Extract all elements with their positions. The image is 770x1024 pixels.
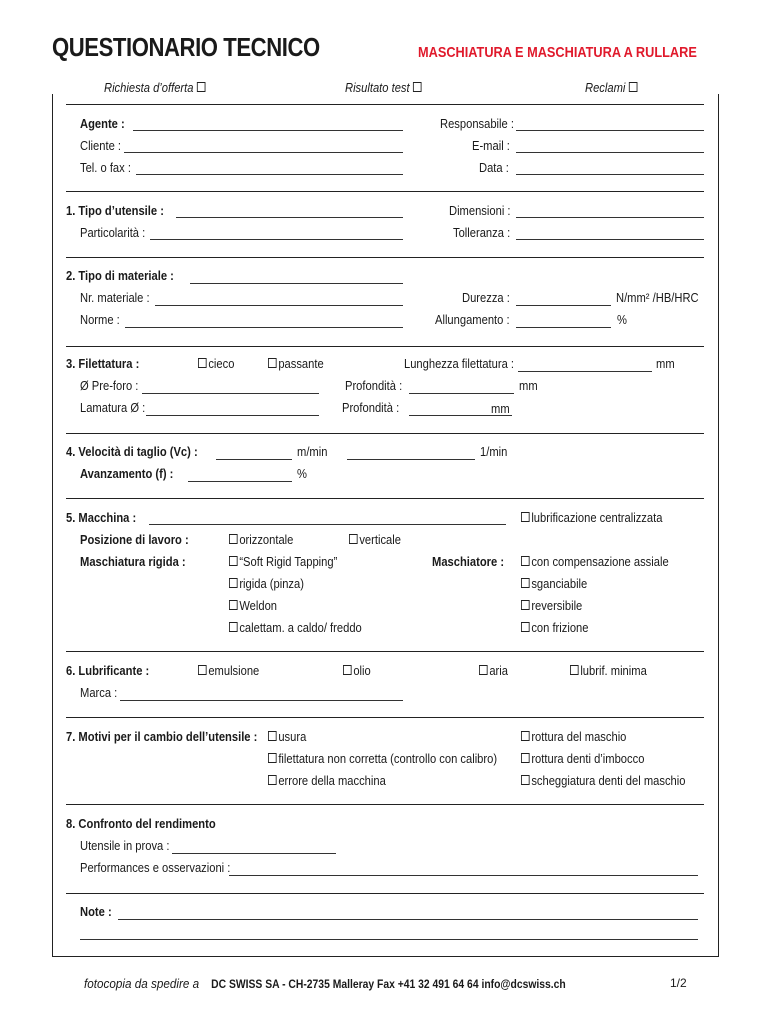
avanzamento-label: Avanzamento (f) : [80, 466, 174, 481]
checkbox-square[interactable] [268, 753, 277, 763]
lubrificazione-label: lubrificazione centralizzata [531, 510, 663, 525]
giri-unit: 1/min [480, 444, 508, 459]
option-orizzontale[interactable] [229, 532, 293, 548]
separator [66, 346, 704, 347]
option-olio[interactable] [343, 663, 371, 679]
option-filettatura-non[interactable] [268, 751, 497, 767]
cliente-field[interactable] [124, 152, 403, 153]
preforo-label: Ø Pre-foro : [80, 378, 139, 393]
checkbox-square[interactable] [521, 731, 530, 741]
motivi-label: 7. Motivi per il cambio dell’utensile : [66, 729, 258, 744]
email-label: E-mail : [472, 138, 510, 153]
footer [84, 975, 566, 993]
profondita2-unit: mm [491, 401, 510, 416]
norme-label: Norme : [80, 312, 120, 327]
note-label: Note : [80, 904, 112, 919]
note-field-line-2[interactable] [80, 939, 698, 940]
tel-fax-label: Tel. o fax : [80, 160, 131, 175]
option-rottura[interactable] [521, 729, 626, 745]
checkbox-square[interactable] [343, 665, 352, 675]
option-scheggiatura[interactable] [521, 773, 685, 789]
option-weldon[interactable] [229, 598, 277, 614]
option-calettam[interactable] [229, 620, 362, 636]
checkbox-risultato-test[interactable] [345, 80, 423, 96]
option-lubrificazione[interactable] [521, 510, 662, 526]
checkbox-square[interactable] [229, 534, 238, 544]
agente-field[interactable] [133, 130, 403, 131]
option-cieco[interactable] [198, 356, 234, 372]
utensile-prova-label: Utensile in prova : [80, 838, 170, 853]
profondita2-label: Profondità : [342, 400, 400, 415]
tel-fax-field[interactable] [136, 174, 403, 175]
profondita1-field[interactable] [409, 393, 514, 394]
option-frizione[interactable] [521, 620, 588, 636]
risultato-test-label: Risultato test [345, 80, 410, 95]
durezza-unit: N/mm² /HB/HRC [616, 290, 699, 305]
checkbox-square[interactable] [198, 358, 207, 368]
agente-label: Agente : [80, 116, 125, 131]
durezza-label: Durezza : [462, 290, 510, 305]
checkbox-square[interactable] [521, 622, 530, 632]
option-errore[interactable] [268, 773, 386, 789]
velocita-unit: m/min [297, 444, 328, 459]
page-title: QUESTIONARIO TECNICO [52, 32, 320, 62]
checkbox-richiesta-offerta[interactable] [104, 80, 207, 96]
checkbox-square[interactable] [268, 358, 277, 368]
filettatura-label: 3. Filettatura : [66, 356, 140, 371]
reclami-label: Reclami [585, 80, 626, 95]
checkbox-square[interactable] [268, 775, 277, 785]
velocita-label: 4. Velocità di taglio (Vc) : [66, 444, 198, 459]
calettam-label: calettam. a caldo/ freddo [239, 620, 362, 635]
separator [66, 893, 704, 894]
profondita1-label: Profondità : [345, 378, 403, 393]
scheggiatura-label: scheggiatura denti del maschio [531, 773, 686, 788]
checkbox-square[interactable] [229, 622, 238, 632]
option-rottura-denti[interactable] [521, 751, 644, 767]
minima-label: lubrif. minima [580, 663, 647, 678]
lunghezza-unit: mm [656, 356, 675, 371]
norme-field[interactable] [125, 327, 403, 328]
option-passante[interactable] [268, 356, 324, 372]
option-compensazione[interactable] [521, 554, 669, 570]
macchina-label: 5. Macchina : [66, 510, 137, 525]
tipo-materiale-label: 2. Tipo di materiale : [66, 268, 174, 283]
confronto-label: 8. Confronto del rendimento [66, 816, 216, 831]
option-soft-rigid[interactable] [229, 554, 337, 570]
tolleranza-label: Tolleranza : [453, 225, 511, 240]
macchina-field[interactable] [149, 524, 506, 525]
utensile-prova-field[interactable] [172, 853, 336, 854]
note-field[interactable] [118, 919, 698, 920]
performances-field[interactable] [229, 875, 698, 876]
lunghezza-field[interactable] [518, 371, 652, 372]
checkbox-square[interactable] [521, 753, 530, 763]
checkbox-square[interactable] [197, 82, 206, 92]
allungamento-label: Allungamento : [435, 312, 510, 327]
avanzamento-field[interactable] [188, 481, 292, 482]
checkbox-square[interactable] [521, 775, 530, 785]
separator [66, 498, 704, 499]
page-number: 1/2 [670, 976, 687, 990]
velocita-field[interactable] [216, 459, 292, 460]
filettatura-non-label: filettatura non corretta (controllo con calibro) [278, 751, 498, 766]
separator [66, 191, 704, 192]
checkbox-square[interactable] [521, 600, 530, 610]
separator [66, 651, 704, 652]
richiesta-offerta-label: Richiesta d’offerta [104, 80, 194, 95]
lamatura-label: Lamatura Ø : [80, 400, 146, 415]
rottura-label: rottura del maschio [531, 729, 627, 744]
tolleranza-field[interactable] [516, 239, 704, 240]
olio-label: olio [353, 663, 371, 678]
option-rigida-pinza[interactable] [229, 576, 304, 592]
dimensioni-field[interactable] [516, 217, 704, 218]
tipo-utensile-field[interactable] [176, 217, 403, 218]
separator [66, 257, 704, 258]
soft-rigid-label: “Soft Rigid Tapping” [239, 554, 338, 569]
emulsione-label: emulsione [208, 663, 260, 678]
data-label: Data : [479, 160, 509, 175]
checkbox-square[interactable] [268, 731, 277, 741]
verticale-label: verticale [359, 532, 401, 547]
option-minima[interactable] [570, 663, 647, 679]
checkbox-square[interactable] [521, 556, 530, 566]
checkbox-square[interactable] [629, 82, 638, 92]
particolarita-label: Particolarità : [80, 225, 146, 240]
checkbox-square[interactable] [479, 665, 488, 675]
dimensioni-label: Dimensioni : [449, 203, 511, 218]
separator [66, 104, 704, 105]
errore-label: errore della macchina [278, 773, 386, 788]
rigida-pinza-label: rigida (pinza) [239, 576, 304, 591]
footer-company: DC SWISS SA - CH-2735 Malleray Fax +41 32 491 64 64 info@dcswiss.ch [211, 979, 566, 991]
option-reversibile[interactable] [521, 598, 582, 614]
separator [66, 433, 704, 434]
marca-field[interactable] [120, 700, 403, 701]
reversibile-label: reversibile [531, 598, 583, 613]
separator [66, 804, 704, 805]
passante-label: passante [278, 356, 324, 371]
checkbox-square[interactable] [521, 512, 530, 522]
checkbox-square[interactable] [198, 665, 207, 675]
posizione-label: Posizione di lavoro : [80, 532, 189, 547]
lunghezza-label: Lunghezza filettatura : [404, 356, 515, 371]
profondita1-unit: mm [519, 378, 538, 393]
responsabile-field[interactable] [516, 130, 704, 131]
page-subtitle: MASCHIATURA E MASCHIATURA A RULLARE [418, 44, 697, 61]
sganciabile-label: sganciabile [531, 576, 588, 591]
performances-label: Performances e osservazioni : [80, 860, 231, 875]
responsabile-label: Responsabile : [440, 116, 514, 131]
tipo-utensile-label: 1. Tipo d’utensile : [66, 203, 164, 218]
nr-materiale-label: Nr. materiale : [80, 290, 150, 305]
marca-label: Marca : [80, 685, 118, 700]
cieco-label: cieco [208, 356, 235, 371]
giri-field[interactable] [347, 459, 475, 460]
lamatura-field[interactable] [146, 415, 319, 416]
option-emulsione[interactable] [198, 663, 259, 679]
option-sganciabile[interactable] [521, 576, 587, 592]
footer-note: fotocopia da spedire a [84, 976, 200, 991]
weldon-label: Weldon [239, 598, 278, 613]
compensazione-label: con compensazione assiale [531, 554, 669, 569]
option-usura[interactable] [268, 729, 306, 745]
option-aria[interactable] [479, 663, 508, 679]
preforo-field[interactable] [142, 393, 319, 394]
checkbox-square[interactable] [521, 578, 530, 588]
particolarita-field[interactable] [150, 239, 403, 240]
checkbox-square[interactable] [570, 665, 579, 675]
nr-materiale-field[interactable] [155, 305, 403, 306]
option-verticale[interactable] [349, 532, 401, 548]
durezza-field[interactable] [516, 305, 611, 306]
usura-label: usura [278, 729, 307, 744]
separator [66, 717, 704, 718]
data-field[interactable] [516, 174, 704, 175]
allungamento-unit: % [617, 312, 627, 327]
cliente-label: Cliente : [80, 138, 122, 153]
allungamento-field[interactable] [516, 327, 611, 328]
checkbox-square[interactable] [229, 578, 238, 588]
aria-label: aria [489, 663, 508, 678]
checkbox-square[interactable] [229, 600, 238, 610]
checkbox-square[interactable] [413, 82, 422, 92]
orizzontale-label: orizzontale [239, 532, 294, 547]
rigida-label: Maschiatura rigida : [80, 554, 186, 569]
checkbox-square[interactable] [229, 556, 238, 566]
rottura-denti-label: rottura denti d’imbocco [531, 751, 645, 766]
checkbox-square[interactable] [349, 534, 358, 544]
maschiatore-label: Maschiatore : [432, 554, 505, 569]
checkbox-reclami[interactable] [585, 80, 639, 96]
email-field[interactable] [516, 152, 704, 153]
lubrificante-label: 6. Lubrificante : [66, 663, 150, 678]
frizione-label: con frizione [531, 620, 589, 635]
avanzamento-unit: % [297, 466, 307, 481]
tipo-materiale-field[interactable] [190, 283, 403, 284]
